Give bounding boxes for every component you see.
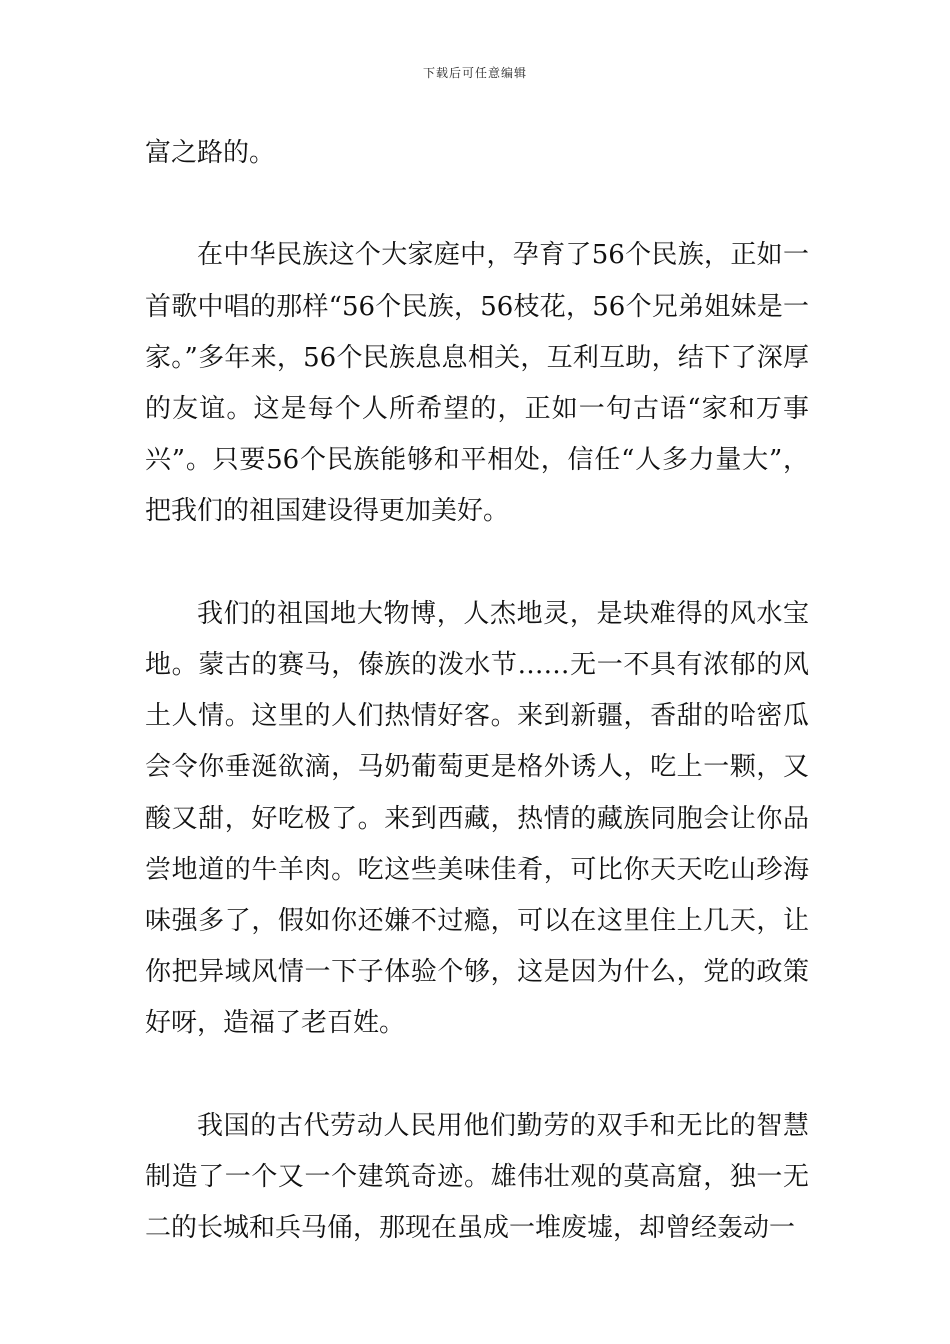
paragraph-gap: [145, 179, 809, 230]
paragraph-2: 在中华民族这个大家庭中，孕育了56个民族，正如一首歌中唱的那样“56个民族，56枝花，56个兄弟姐妹是一家。”多年来，56个民族息息相关，互利互助，结下了深厚的友谊。这是每个人所希望的，正如一句古语“家和万事兴”。只要56个民族能够和平相处，信任“人多力量大”，把我们的祖国建设得更加美好。: [145, 240, 809, 527]
paragraph-4: 我国的古代劳动人民用他们勤劳的双手和无比的智慧制造了一个又一个建筑奇迹。雄伟壮观的莫高窟，独一无二的长城和兵马俑，那现在虽成一堆废墟，却曾经轰动一: [145, 1110, 809, 1244]
document-body: [145, 128, 809, 1254]
paragraph-3: 我们的祖国地大物博，人杰地灵，是块难得的风水宝地。蒙古的赛马，傣族的泼水节……无一不具有浓郁的风土人情。这里的人们热情好客。来到新疆，香甜的哈密瓜会令你垂涎欲滴，马奶葡萄更是格外诱人，吃上一颗，又酸又甜，好吃极了。来到西藏，热情的藏族同胞会让你品尝地道的牛羊肉。吃这些美味佳肴，可比你天天吃山珍海味强多了，假如你还嫌不过瘾，可以在这里住上几天，让你把异域风情一下子体验个够，这是因为什么，党的政策好呀，造福了老百姓。: [145, 598, 809, 1039]
paragraph-gap: [145, 1050, 809, 1101]
paragraph-1: 富之路的。: [145, 138, 276, 168]
paragraph-gap: [145, 538, 809, 589]
page-header-note: 下载后可任意编辑: [422, 66, 527, 80]
